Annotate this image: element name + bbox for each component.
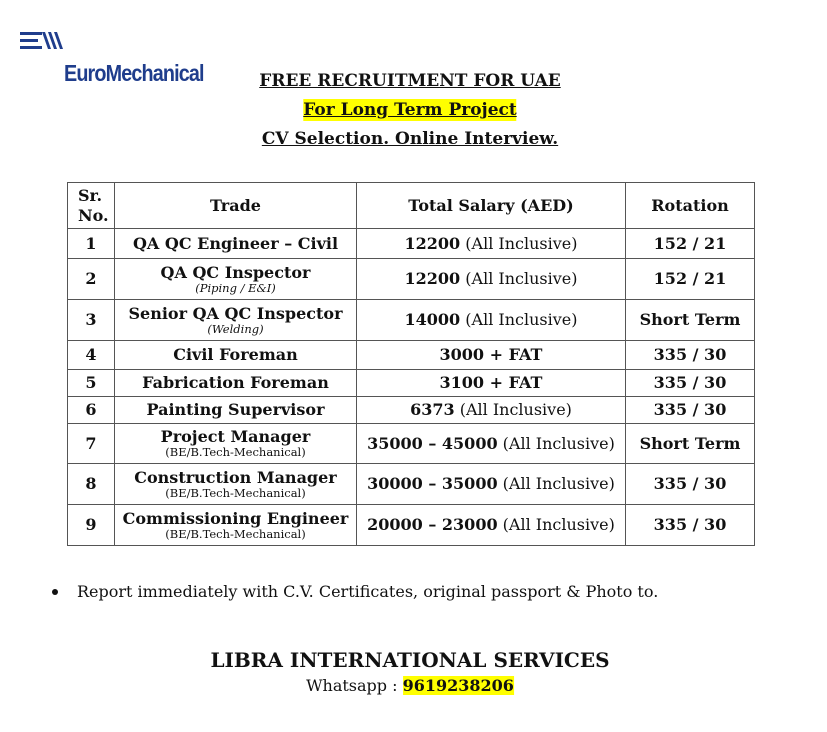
- trade-note: (BE/B.Tech-Mechanical): [165, 526, 306, 541]
- sr-value: 9: [85, 515, 97, 534]
- header-sr-line1: Sr.: [78, 185, 103, 205]
- rotation-value: Short Term: [639, 310, 741, 329]
- rotation-value: 335 / 30: [653, 373, 727, 392]
- rotation-value: 335 / 30: [653, 474, 727, 493]
- trade-name: Project Manager: [160, 427, 311, 446]
- trade-name: Commissioning Engineer: [122, 508, 349, 528]
- salary-note: (All Inclusive): [502, 433, 615, 453]
- salary-note: (All Inclusive): [465, 269, 578, 288]
- row-sr: [68, 341, 115, 370]
- row-rotation: [626, 424, 755, 464]
- row-salary: [357, 229, 626, 259]
- row-trade: [115, 300, 357, 341]
- table-row: [68, 370, 755, 397]
- row-trade: [115, 341, 357, 370]
- row-trade: [115, 397, 357, 424]
- table-row: [68, 505, 755, 546]
- salary-amount: 12200: [404, 233, 461, 253]
- sr-value: 8: [85, 474, 97, 493]
- logo-mark-icon: [20, 30, 64, 58]
- rotation-value: Short Term: [639, 433, 741, 453]
- row-sr: [68, 370, 115, 397]
- sr-value: 7: [85, 433, 97, 453]
- row-rotation: [626, 370, 755, 397]
- row-rotation: [626, 300, 755, 341]
- row-trade: [115, 370, 357, 397]
- table-row: [68, 397, 755, 424]
- salary-amount: 12200: [404, 269, 461, 288]
- header-sr-line2: No.: [78, 205, 109, 225]
- sr-value: 4: [85, 345, 97, 364]
- row-rotation: [626, 259, 755, 300]
- salary-note: (All Inclusive): [502, 474, 615, 493]
- brand-name: EuroMechanical: [64, 60, 204, 86]
- trade-name: Painting Supervisor: [146, 400, 325, 419]
- header-trade: Trade: [115, 183, 357, 229]
- table-row: [68, 464, 755, 505]
- row-sr: [68, 229, 115, 259]
- trade-name: Civil Foreman: [173, 345, 298, 364]
- row-trade: [115, 464, 357, 505]
- table-header-row: [68, 183, 755, 229]
- row-salary: [357, 370, 626, 397]
- rotation-value: 152 / 21: [653, 233, 727, 253]
- sr-value: 2: [85, 269, 97, 288]
- trade-name: Construction Manager: [134, 467, 337, 487]
- trade-name: Senior QA QC Inspector: [128, 303, 343, 323]
- row-salary: [357, 464, 626, 505]
- salary-note: (All Inclusive): [459, 400, 572, 419]
- salary-amount: 14000: [404, 310, 461, 329]
- salary-amount: 6373: [410, 400, 455, 419]
- table-row: [68, 259, 755, 300]
- sr-value: 1: [85, 233, 97, 253]
- row-rotation: [626, 341, 755, 370]
- row-salary: [357, 424, 626, 464]
- salary-note: (All Inclusive): [465, 310, 578, 329]
- sr-value: 5: [85, 373, 97, 392]
- trade-note: (BE/B.Tech-Mechanical): [165, 445, 306, 459]
- table-row: [68, 341, 755, 370]
- salary-note: (All Inclusive): [502, 515, 615, 534]
- sr-value: 6: [85, 400, 97, 419]
- row-salary: [357, 397, 626, 424]
- table-row: [68, 300, 755, 341]
- row-sr: [68, 505, 115, 546]
- recruitment-table: [67, 182, 755, 546]
- row-sr: [68, 397, 115, 424]
- rotation-value: 152 / 21: [653, 269, 727, 288]
- rotation-value: 335 / 30: [653, 345, 727, 364]
- row-sr: [68, 259, 115, 300]
- table-row: [68, 229, 755, 259]
- row-trade: [115, 424, 357, 464]
- euromechanical-logo: [20, 30, 205, 90]
- trade-note: (BE/B.Tech-Mechanical): [165, 485, 306, 500]
- header-salary: Total Salary (AED): [357, 183, 626, 229]
- heading-title: FREE RECRUITMENT FOR UAE: [259, 71, 561, 91]
- trade-note: (Piping / E&I): [195, 280, 276, 295]
- row-trade: [115, 505, 357, 546]
- row-sr: [68, 300, 115, 341]
- row-rotation: [626, 505, 755, 546]
- report-note-text: Report immediately with C.V. Certificates, original passport & Photo to.: [77, 582, 659, 601]
- row-rotation: [626, 397, 755, 424]
- contact-label: Whatsapp :: [306, 676, 398, 695]
- sr-value: 3: [85, 310, 97, 329]
- row-salary: [357, 300, 626, 341]
- salary-amount: 3100 + FAT: [439, 373, 543, 392]
- row-rotation: [626, 229, 755, 259]
- row-salary: [357, 341, 626, 370]
- salary-amount: 35000 – 45000: [367, 433, 498, 453]
- row-trade: [115, 229, 357, 259]
- bullet-icon: [52, 589, 58, 595]
- heading-selection: CV Selection. Online Interview.: [261, 129, 559, 149]
- trade-name: Fabrication Foreman: [142, 373, 329, 392]
- table-row: [68, 424, 755, 464]
- salary-note: (All Inclusive): [465, 233, 578, 253]
- row-rotation: [626, 464, 755, 505]
- rotation-value: 335 / 30: [653, 515, 727, 534]
- company-name: LIBRA INTERNATIONAL SERVICES: [210, 648, 610, 672]
- report-note: [52, 582, 658, 601]
- header-rotation: Rotation: [626, 183, 755, 229]
- header-sr: [68, 183, 115, 229]
- salary-amount: 3000 + FAT: [439, 345, 543, 364]
- rotation-value: 335 / 30: [653, 400, 727, 419]
- row-sr: [68, 464, 115, 505]
- salary-amount: 20000 – 23000: [367, 515, 498, 534]
- row-sr: [68, 424, 115, 464]
- trade-name: QA QC Inspector: [160, 262, 311, 282]
- trade-name: QA QC Engineer – Civil: [132, 233, 339, 253]
- salary-amount: 30000 – 35000: [367, 474, 498, 493]
- heading-subtitle: For Long Term Project: [303, 100, 517, 120]
- row-trade: [115, 259, 357, 300]
- trade-note: (Welding): [207, 321, 264, 336]
- row-salary: [357, 259, 626, 300]
- whatsapp-number: 9619238206: [402, 676, 514, 695]
- contact-line: [306, 676, 514, 695]
- row-salary: [357, 505, 626, 546]
